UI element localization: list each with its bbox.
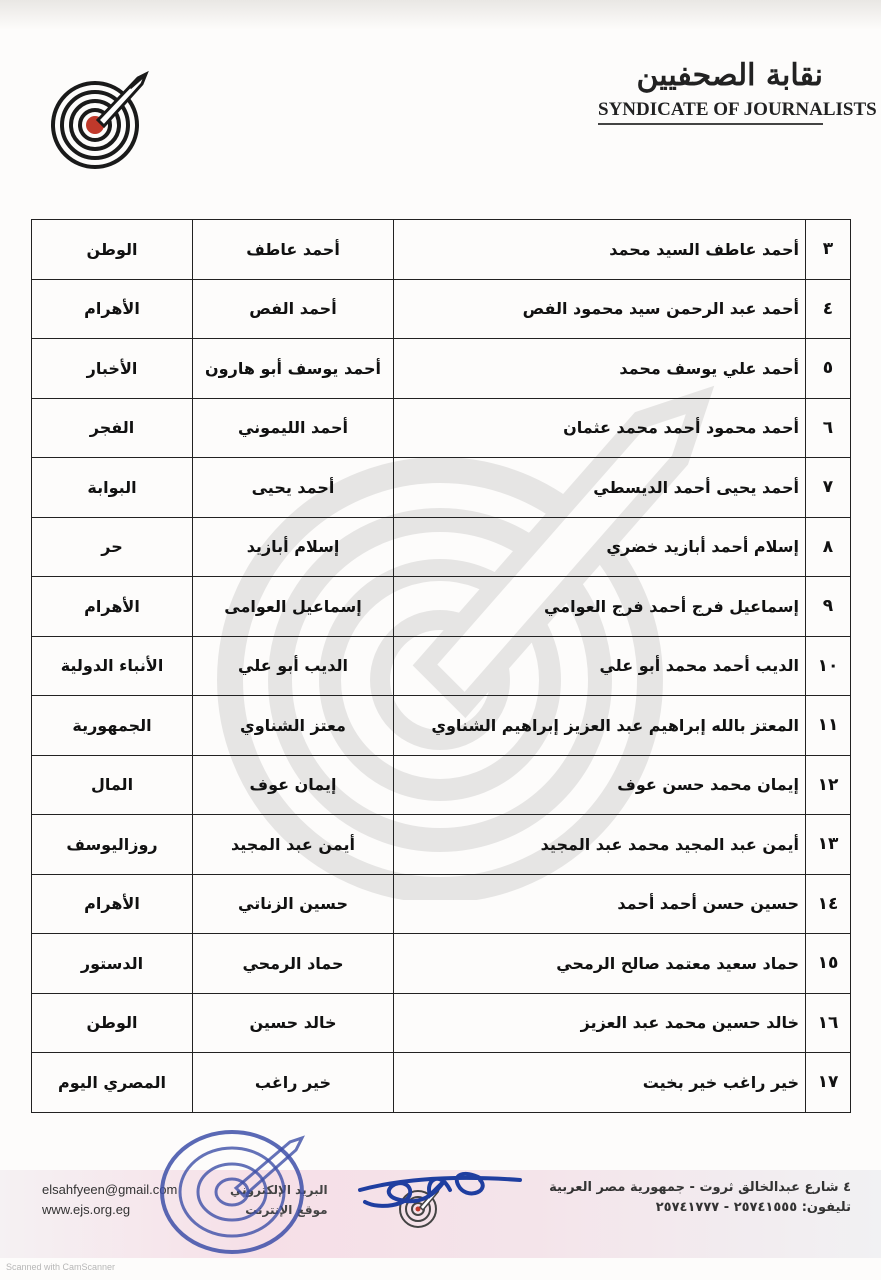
full-name-cell: حسين حسن أحمد أحمد [394,874,806,934]
official-stamp-icon [150,1120,320,1260]
full-name-cell: أيمن عبد المجيد محمد عبد المجيد [394,815,806,875]
short-name-cell: أحمد يحيى [193,458,394,518]
table-row [32,398,851,458]
table-row [32,517,851,577]
newspaper-cell: المصري اليوم [32,1053,193,1113]
table-row [32,815,851,875]
newspaper-cell: روزاليوسف [32,815,193,875]
short-name-cell: معتز الشناوي [193,696,394,756]
table-row [32,696,851,756]
row-number: ١٢ [806,755,851,815]
full-name-cell: إسماعيل فرج أحمد فرج العوامي [394,577,806,637]
full-name-cell: أحمد عاطف السيد محمد [394,220,806,280]
short-name-cell: أحمد عاطف [193,220,394,280]
website-label: موقع الإنترنت [245,1203,328,1217]
row-number: ٨ [806,517,851,577]
newspaper-cell: الفجر [32,398,193,458]
table-row [32,636,851,696]
newspaper-cell: الأهرام [32,874,193,934]
newspaper-cell: الأخبار [32,339,193,399]
row-number: ٩ [806,577,851,637]
syndicate-logo-text [598,58,877,125]
table-row [32,934,851,994]
row-number: ١٦ [806,993,851,1053]
full-name-cell: أحمد يحيى أحمد الديسطي [394,458,806,518]
full-name-cell: المعتز بالله إبراهيم عبد العزيز إبراهيم الشناوي [394,696,806,756]
footer-website[interactable]: www.ejs.org.eg [42,1202,131,1217]
full-name-cell: إسلام أحمد أبازيد خضري [394,517,806,577]
page-top-shade [0,0,881,30]
scanner-note: Scanned with CamScanner [6,1262,116,1272]
row-number: ١٣ [806,815,851,875]
short-name-cell: إسلام أبازيد [193,517,394,577]
full-name-cell: أحمد علي يوسف محمد [394,339,806,399]
short-name-cell: إيمان عوف [193,755,394,815]
journalists-table [31,219,851,1113]
table-row [32,458,851,518]
short-name-cell: خالد حسين [193,993,394,1053]
row-number: ١٥ [806,934,851,994]
table-row [32,993,851,1053]
full-name-cell: حماد سعيد معتمد صالح الرمحي [394,934,806,994]
org-name-arabic: نقابة الصحفيين [636,58,823,93]
newspaper-cell: حر [32,517,193,577]
footer-address: ٤ شارع عبدالخالق ثروت - جمهورية مصر العربية [549,1180,851,1195]
row-number: ١١ [806,696,851,756]
full-name-cell: خير راغب خير بخيت [394,1053,806,1113]
newspaper-cell: البوابة [32,458,193,518]
short-name-cell: إسماعيل العوامى [193,577,394,637]
row-number: ٦ [806,398,851,458]
email-label: البريد الإلكتروني [230,1183,328,1197]
table-row [32,874,851,934]
table-row [32,1053,851,1113]
short-name-cell: حماد الرمحي [193,934,394,994]
full-name-cell: أحمد عبد الرحمن سيد محمود الفص [394,279,806,339]
full-name-cell: إيمان محمد حسن عوف [394,755,806,815]
footer-address-block [549,1178,851,1218]
row-number: ٤ [806,279,851,339]
row-number: ٥ [806,339,851,399]
newspaper-cell: الأنباء الدولية [32,636,193,696]
newspaper-cell: الأهرام [32,279,193,339]
short-name-cell: أحمد الليموني [193,398,394,458]
short-name-cell: خير راغب [193,1053,394,1113]
short-name-cell: الديب أبو علي [193,636,394,696]
org-name-english: SYNDICATE OF JOURNALISTS [598,99,823,125]
row-number: ١٠ [806,636,851,696]
short-name-cell: حسين الزناتي [193,874,394,934]
newspaper-cell: الأهرام [32,577,193,637]
full-name-cell: خالد حسين محمد عبد العزيز [394,993,806,1053]
row-number: ١٧ [806,1053,851,1113]
short-name-cell: أحمد يوسف أبو هارون [193,339,394,399]
table-row [32,577,851,637]
full-name-cell: الديب أحمد محمد أبو علي [394,636,806,696]
table-row [32,755,851,815]
row-number: ٧ [806,458,851,518]
short-name-cell: أحمد الفص [193,279,394,339]
newspaper-cell: الدستور [32,934,193,994]
newspaper-cell: الوطن [32,220,193,280]
full-name-cell: أحمد محمود أحمد محمد عثمان [394,398,806,458]
newspaper-cell: الوطن [32,993,193,1053]
table-row [32,220,851,280]
table-row [32,339,851,399]
row-number: ١٤ [806,874,851,934]
table-row [32,279,851,339]
syndicate-emblem-icon [50,68,150,173]
signature-icon [330,1150,530,1220]
newspaper-cell: الجمهورية [32,696,193,756]
footer-phones: تليفون: ٢٥٧٤١٥٥٥ - ٢٥٧٤١٧٧٧ [655,1200,851,1215]
row-number: ٣ [806,220,851,280]
newspaper-cell: المال [32,755,193,815]
short-name-cell: أيمن عبد المجيد [193,815,394,875]
footer-email[interactable]: elsahfyeen@gmail.com [42,1182,178,1197]
